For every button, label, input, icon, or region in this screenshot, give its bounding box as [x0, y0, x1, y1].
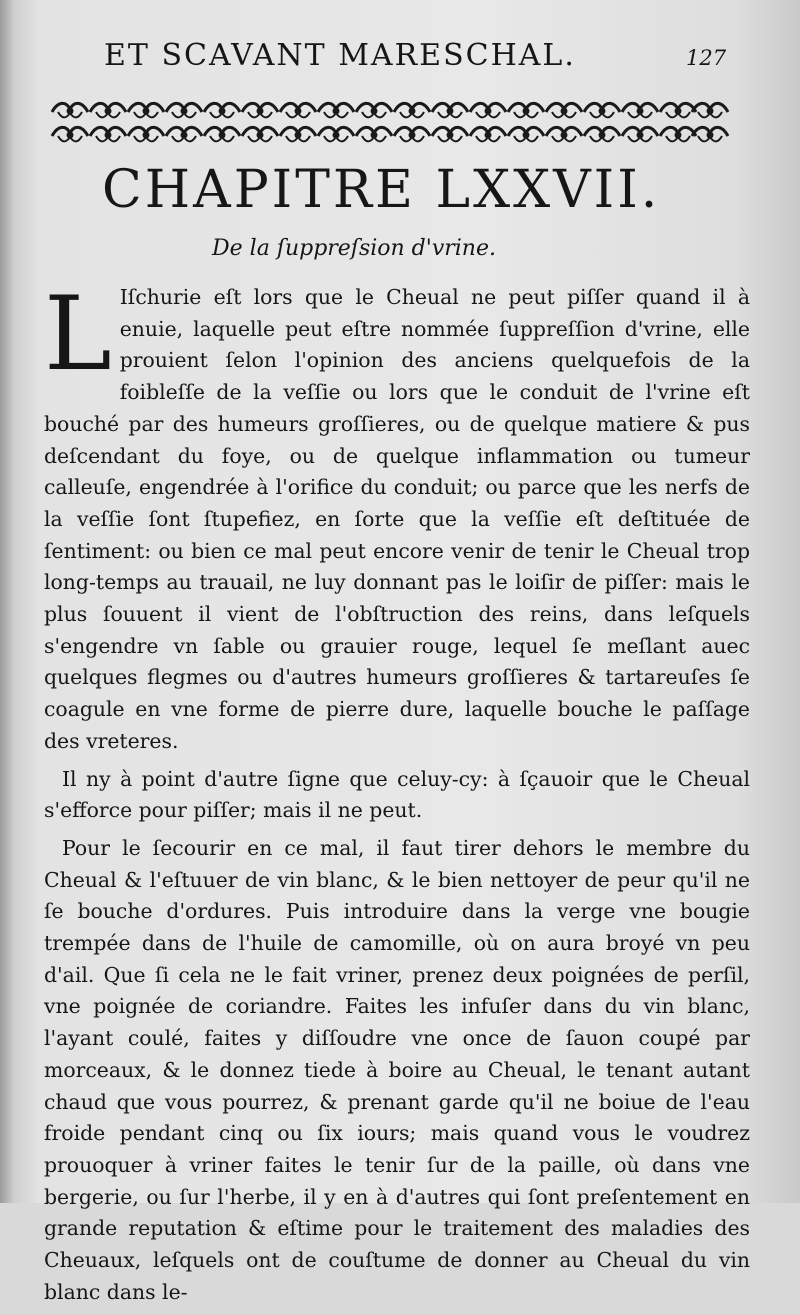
body-text — [44, 275, 750, 1315]
running-title: ET SCAVANT MARESCHAL. — [104, 38, 576, 73]
paragraph — [44, 764, 750, 827]
paragraph-text: Pour le ſecourir en ce mal, il faut tirer dehors le membre du Cheual & l'eſtuuer de vin blanc, & le bien nettoyer de peur qu'il ne ſe bouche d'ordures. Puis introduire dans la verge vne bougie trempée dans de l'huile de camomille, où on aura broyé vn peu d'ail. Que ſi cela ne le fait vriner, prenez deux poignées de perſil, vne poignée de coriandre. Faites les infuſer dans du vin blanc, l'ayant coulé, faites y diſſoudre vne once de ſauon coupé par morceaux, & le donnez tiede à boire au Cheual, le tenant autant chaud que vous pourrez, & prenant garde qu'il ne boiue de l'eau froide pendant cinq ou ſix iours; mais quand vous le voudrez prouoquer à vriner faites le tenir ſur de la paille, où dans vne bergerie, ou ſur l'herbe, il y en à d'autres qui ſont preſentement en grande reputation & eſtime pour le traitement des maladies des Cheuaux, leſquels ont de couſtume de donner au Cheual du vin blanc dans le- — [44, 835, 750, 1304]
chapter-subtitle: De la ſuppreſsion d'vrine. — [212, 236, 496, 261]
page-number: 127 — [686, 46, 727, 70]
chapter-title: CHAPITRE LXXVII. — [102, 160, 661, 220]
decorative-headpiece-ornament — [48, 95, 732, 149]
running-head — [0, 38, 800, 82]
paragraph — [44, 275, 750, 758]
paragraph-text: Iſchurie eſt lors que le Cheual ne peut piſſer quand il à enuie, laquelle peut eſtre nommée ſuppreſſion d'vrine, elle prouient ſelon l'opinion des anciens quelquefois de la foibleſſe de la veſſie ou lors que le conduit de l'vrine eſt bouché par des humeurs groſſieres, ou de quelque matiere & pus deſcendant du foye, ou de quelque inflammation ou tumeur calleuſe, engendrée à l'orifice du conduit; ou parce que les nerfs de la veſſie ſont ſtupefiez, en ſorte que la veſſie eſt deſtituée de ſentiment: ou bien ce mal peut encore venir de tenir le Cheual trop long-temps au trauail, ne luy donnant pas le loiſir de piſſer: mais le plus ſouuent il vient de l'obſtruction des reins, dans leſquels s'engendre vn ſable ou grauier rouge, lequel ſe meſlant auec quelques flegmes ou d'autres humeurs groſſieres & tartareuſes ſe coagule en vne forme de pierre dure, laquelle bouche le paſſage des vreteres. — [44, 285, 750, 753]
drop-cap: L — [44, 275, 112, 394]
paragraph — [44, 833, 750, 1309]
paragraph-text: Il ny à point d'autre ſigne que celuy-cy: à ſçauoir que le Cheual s'efforce pour piſſer; mais il ne peut. — [44, 766, 750, 823]
